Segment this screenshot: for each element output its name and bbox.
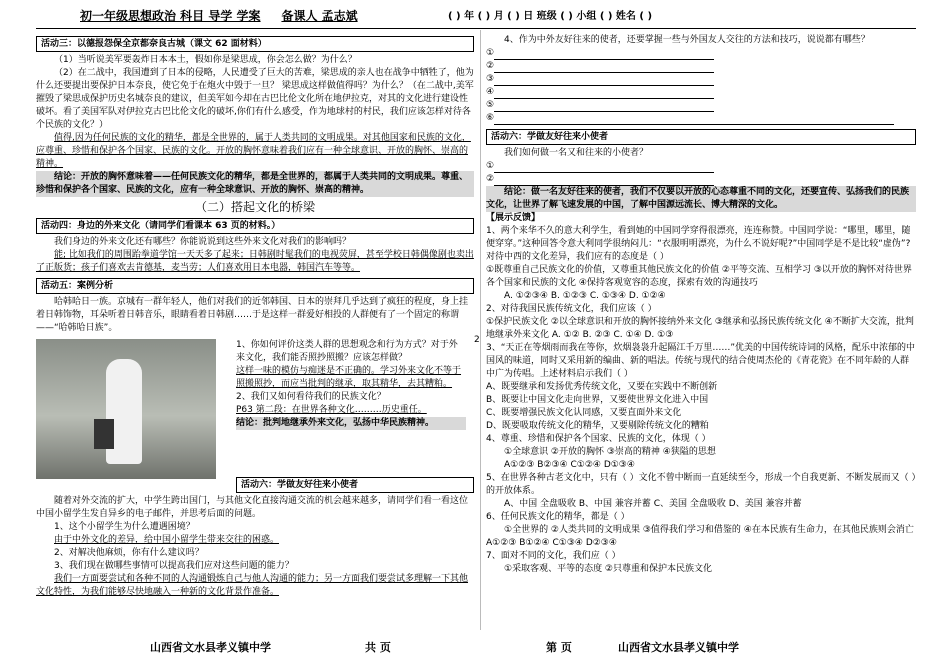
- question2: 2、对解决他麻烦，你有什么建议吗？: [54, 548, 204, 558]
- activity6-text: 随着对外交流的扩大，中学生跨出国门，与其他文化直接沟通交流的机会越来越多，请同学们看一看这位中国小留学生发自异乡的电子邮件，并思考后面的问题。: [36, 496, 469, 519]
- question3: 3、我们现在做哪些事情可以提高我们应对这些问题的能力？: [54, 561, 294, 571]
- exercise1-choices: A. ①②③④ B. ①②③ C. ①③④ D. ①②④: [504, 291, 666, 301]
- exercise5-choices: A、中国 全盘吸收 B、中国 兼容并蓄 C、美国 全盘吸收 D、美国 兼容并蓄: [504, 499, 802, 509]
- question1: 1、这个小留学生为什么遭遇困境？: [54, 522, 195, 532]
- worksheet-header: [80, 10, 358, 23]
- answer-blank[interactable]: [494, 49, 714, 60]
- exercise3-a: A、既要继承和发扬优秀传统文化，又要在实践中不断创新: [486, 382, 718, 392]
- exercise1-options: ①既尊重自己民族文化的价值，又尊重其他民族文化的价值 ②平等交流、互相学习 ③以开放的胸怀对待世界各个国家和民族的文化 ④保持客观宽容的态度，探索有效的沟通技巧: [486, 265, 912, 288]
- photo-conclusion: 结论：批判地继承外来文化，弘扬中华民族精神。: [236, 417, 466, 430]
- conclusion-2: 结论：做一名友好往来的使者，我们不仅要以开放的心态尊重不同的文化，还要宣传、弘扬我们的民族文化，让世界了解飞速发展的中国，了解中国源远流长、博大精深的文化。: [486, 186, 916, 212]
- exercise7: 7、面对不同的文化，我们应（ ）: [486, 551, 621, 561]
- answer3: 我们一方面要尝试和各种不同的人沟通锻炼自己与他人沟通的能力；另一方面我们要尝试多理解一下其他文化特性，为我们能够尽快地融入一种新的文化背景作准备。: [36, 574, 469, 597]
- exercise3-c: C、既要增强民族文化认同感，又要直面外来文化: [486, 408, 682, 418]
- student-photo: [36, 339, 216, 479]
- photo-questions: [236, 339, 466, 479]
- feedback-heading: 【展示反馈】: [486, 213, 541, 223]
- exercise4-options: ①全球意识 ②开放的胸怀 ③崇高的精神 ④狭隘的思想: [504, 447, 716, 457]
- activity6b-title: 活动六：学做友好往来小使者: [486, 129, 916, 145]
- conclusion-1: 结论：开放的胸怀意味着——任何民族文化的精华，都是全世界的，都属于人类共同的文明成果。尊重、珍惜和保护各个国家、民族的文化，应有一种全球意识、开放的胸怀、崇高的精神。: [36, 171, 474, 197]
- exercise4-choices: A①②③ B②③④ C①②④ D①③④: [504, 460, 635, 470]
- exercise3: 3、“天正在等烟雨而我在等你，炊烟袅袅升起隔江千万里……”优美的中国传统诗词的风格，配乐中浓郁的中国风的味道，同时又采用新的编曲、新的唱法。传统与现代的结合使周杰伦的《青花瓷》在不同年龄的人群中广为传唱。上述材料启示我们（ ）: [486, 343, 916, 379]
- blank-marker: ①: [486, 48, 495, 58]
- blank-marker: ①: [486, 161, 495, 171]
- footer-school-left: 山西省文水县孝义镇中学: [150, 641, 271, 654]
- activity3-title: 活动三：以德报怨保全京都奈良古城（课文 62 面材料）: [36, 36, 474, 52]
- answer-blank[interactable]: [494, 162, 714, 173]
- activity4-answer: 能; 比如我们的周围跆拳道学馆一天天多了起来；日韩剧时髦我们的电视荧屏，甚至学校日韩偶像剧也卖出了正版货；孩子们喜欢去肯德基，麦当劳；人们喜欢用日本电器，韩国汽车等等。: [36, 250, 474, 273]
- exercise6: 6、任何民族文化的精华，都是（ ）: [486, 512, 630, 522]
- column-divider: [480, 30, 481, 630]
- answer-blank[interactable]: [494, 62, 714, 73]
- header-title: 初一年级思想政治 科目 导学 学案: [80, 9, 261, 23]
- blank-marker: ⑤: [486, 100, 495, 110]
- activity3-question1: （1）当听说美军要轰炸日本本土，假如你是梁思成，你会怎么做？为什么？: [54, 55, 357, 65]
- exercise5: 5、在世界各种古老文化中，只有（ ）文化不曾中断而一直延续至今，形成一个自我更新、不断发展而又（ ）的开放体系。: [486, 473, 916, 496]
- header-fields: ( ) 年 ( ) 月 ( ) 日 班级 ( ) 小组 ( ) 姓名 ( ): [448, 11, 653, 22]
- exercise6-options: ①全世界的 ②人类共同的文明成果 ③值得我们学习和借鉴的 ④在本民族有生命力，在其他民族则会消亡 A①②③ B①②④ C①③④ D②③④: [486, 525, 914, 548]
- answer-blank[interactable]: [494, 114, 894, 125]
- answer-blank[interactable]: [494, 175, 714, 186]
- exercise2: 2、对待我国民族传统文化，我们应该（ ）: [486, 304, 657, 314]
- activity6-title: 活动六：学做友好往来小使者: [236, 477, 474, 493]
- exercise3-b: B、既要让中国文化走向世界，又要使世界文化进入中国: [486, 395, 709, 405]
- footer-total-pages: 共 页: [365, 641, 391, 654]
- blank-line: [486, 86, 916, 99]
- question4-blanks: [486, 47, 916, 125]
- photo-question2: 2、我们又如何看待我们的民族文化？: [236, 392, 386, 402]
- blank-line: [486, 47, 916, 60]
- exercise2-options: ①保护民族文化 ②以全球意识和开放的胸怀接纳外来文化 ③继承和弘扬民族传统文化 ④不断扩大交流，批判地继承外来文化 A. ①② B. ②③ C. ①④ D. ①③: [486, 317, 914, 340]
- answer-blank[interactable]: [494, 88, 714, 99]
- blank-line: [486, 173, 916, 186]
- exercise3-d: D、既要吸取传统文化的精华，又要剔除传统文化的糟粕: [486, 421, 709, 431]
- activity3-answer: 值得,因为任何民族的文化的精华，都是全世界的，属于人类共同的文明成果。对其他国家和民族的文化，应尊重、珍惜和保护各个国家、民族的文化。开放的胸怀意味着我们应有一种全球意识、开放的胸怀、崇高的精神。: [36, 133, 471, 169]
- question4: 4、作为中外友好往来的使者，还要掌握一些与外国友人交往的方法和技巧，说说都有哪些？: [504, 35, 870, 45]
- photo-question1: 1、你如何评价这类人群的思想观念和行为方式？对于外来文化，我们能否照抄照搬？应该怎样做？: [236, 340, 458, 363]
- blank-line: [486, 99, 916, 112]
- activity5-title: 活动五：案例分析: [36, 278, 474, 294]
- answer-blank[interactable]: [494, 101, 714, 112]
- blank-marker: ⑥: [486, 113, 495, 123]
- activity6b-question: 我们如何做一名又和往来的小使者？: [504, 148, 649, 158]
- section2-heading: （二）搭起文化的桥梁: [194, 200, 315, 214]
- left-column: [36, 36, 474, 599]
- blank-line: [486, 60, 916, 73]
- blank-line: [486, 160, 916, 173]
- photo-block: [36, 339, 474, 479]
- activity4-question: 我们身边的外来文化还有哪些？你能说说到这些外来文化对我们的影响吗？: [54, 237, 352, 247]
- header-rule: [36, 28, 916, 29]
- photo-answer1: 这样一味的模仿与痴迷是不正确的。学习外来文化不等于照搬照抄，而应当批判的继承，取其精华，去其糟粕。: [236, 366, 462, 389]
- blank-line: [486, 112, 916, 125]
- blank-marker: ④: [486, 87, 495, 97]
- blank-line: [486, 73, 916, 86]
- header-preparer: 备课人 孟志斌: [281, 9, 358, 23]
- exercise7-options: ①采取客观、平等的态度 ②只尊重和保护本民族文化: [504, 564, 712, 574]
- photo-answer2: P63 第二段：在世界各种文化………历史重任。: [236, 405, 427, 415]
- activity3-question2: （2）在二战中，我国遭到了日本的侵略，人民遭受了巨大的苦难，梁思成的亲人也在战争中牺牲了，他为什么还要提出要保护日本奈良，使它免于在炮火中毁于一旦？ 梁思成这样做值得吗？为什么？（在二战中,美军摧毁了梁思成保护历史名城奈良的建议，但美军如今却在古巴比伦文化所在地伊拉克，对其的文化进行建设性破坏。看了美国军队对伊拉克古巴比伦文化的破坏,你们有什么感受，作为地球村的村民，我们应该怎样对待各个民族的文化？）: [36, 68, 474, 130]
- blank-marker: ②: [486, 61, 495, 71]
- answer-blank[interactable]: [494, 75, 714, 86]
- footer-school-right: 山西省文水县孝义镇中学: [618, 641, 739, 654]
- answer1: 由于中外文化的差异，给中国小留学生带来交往的困惑。: [54, 535, 280, 545]
- activity5-text: 哈韩哈日一族。京城有一群年轻人，他们对我们的近邻韩国、日本的崇拜几乎达到了疯狂的程度，身上挂着日韩饰物，耳朵听着日韩音乐，眼睛看着日韩剧……于是这样一群爱好相投的人群便有了一个固定的称谓——“哈韩哈日族”。: [36, 297, 469, 333]
- footer-page-number: 第 页: [546, 641, 572, 654]
- activity4-title: 活动四：身边的外来文化（请同学们看课本 63 页的材料。）: [36, 218, 474, 234]
- exercise4: 4、尊重、珍惜和保护各个国家、民族的文化，体现（ ）: [486, 434, 711, 444]
- exercise1: 1、两个来华不久的意大利学生，看到她的中国同学穿得很漂亮，连连称赞。中国同学说：“哪里，哪里，随便穿穿。”这种回答令意大利同学很纳闷儿：“衣服明明漂亮，为什么不说好呢?”中国同学是不是比较“虚伪”?对待中西的文化差异，我们应有的态度是（ ）: [486, 226, 911, 262]
- right-column: [486, 34, 916, 576]
- blank-marker: ③: [486, 74, 495, 84]
- blank-marker: ②: [486, 174, 495, 184]
- margin-number: 2: [474, 335, 480, 345]
- student-bag: [94, 419, 114, 449]
